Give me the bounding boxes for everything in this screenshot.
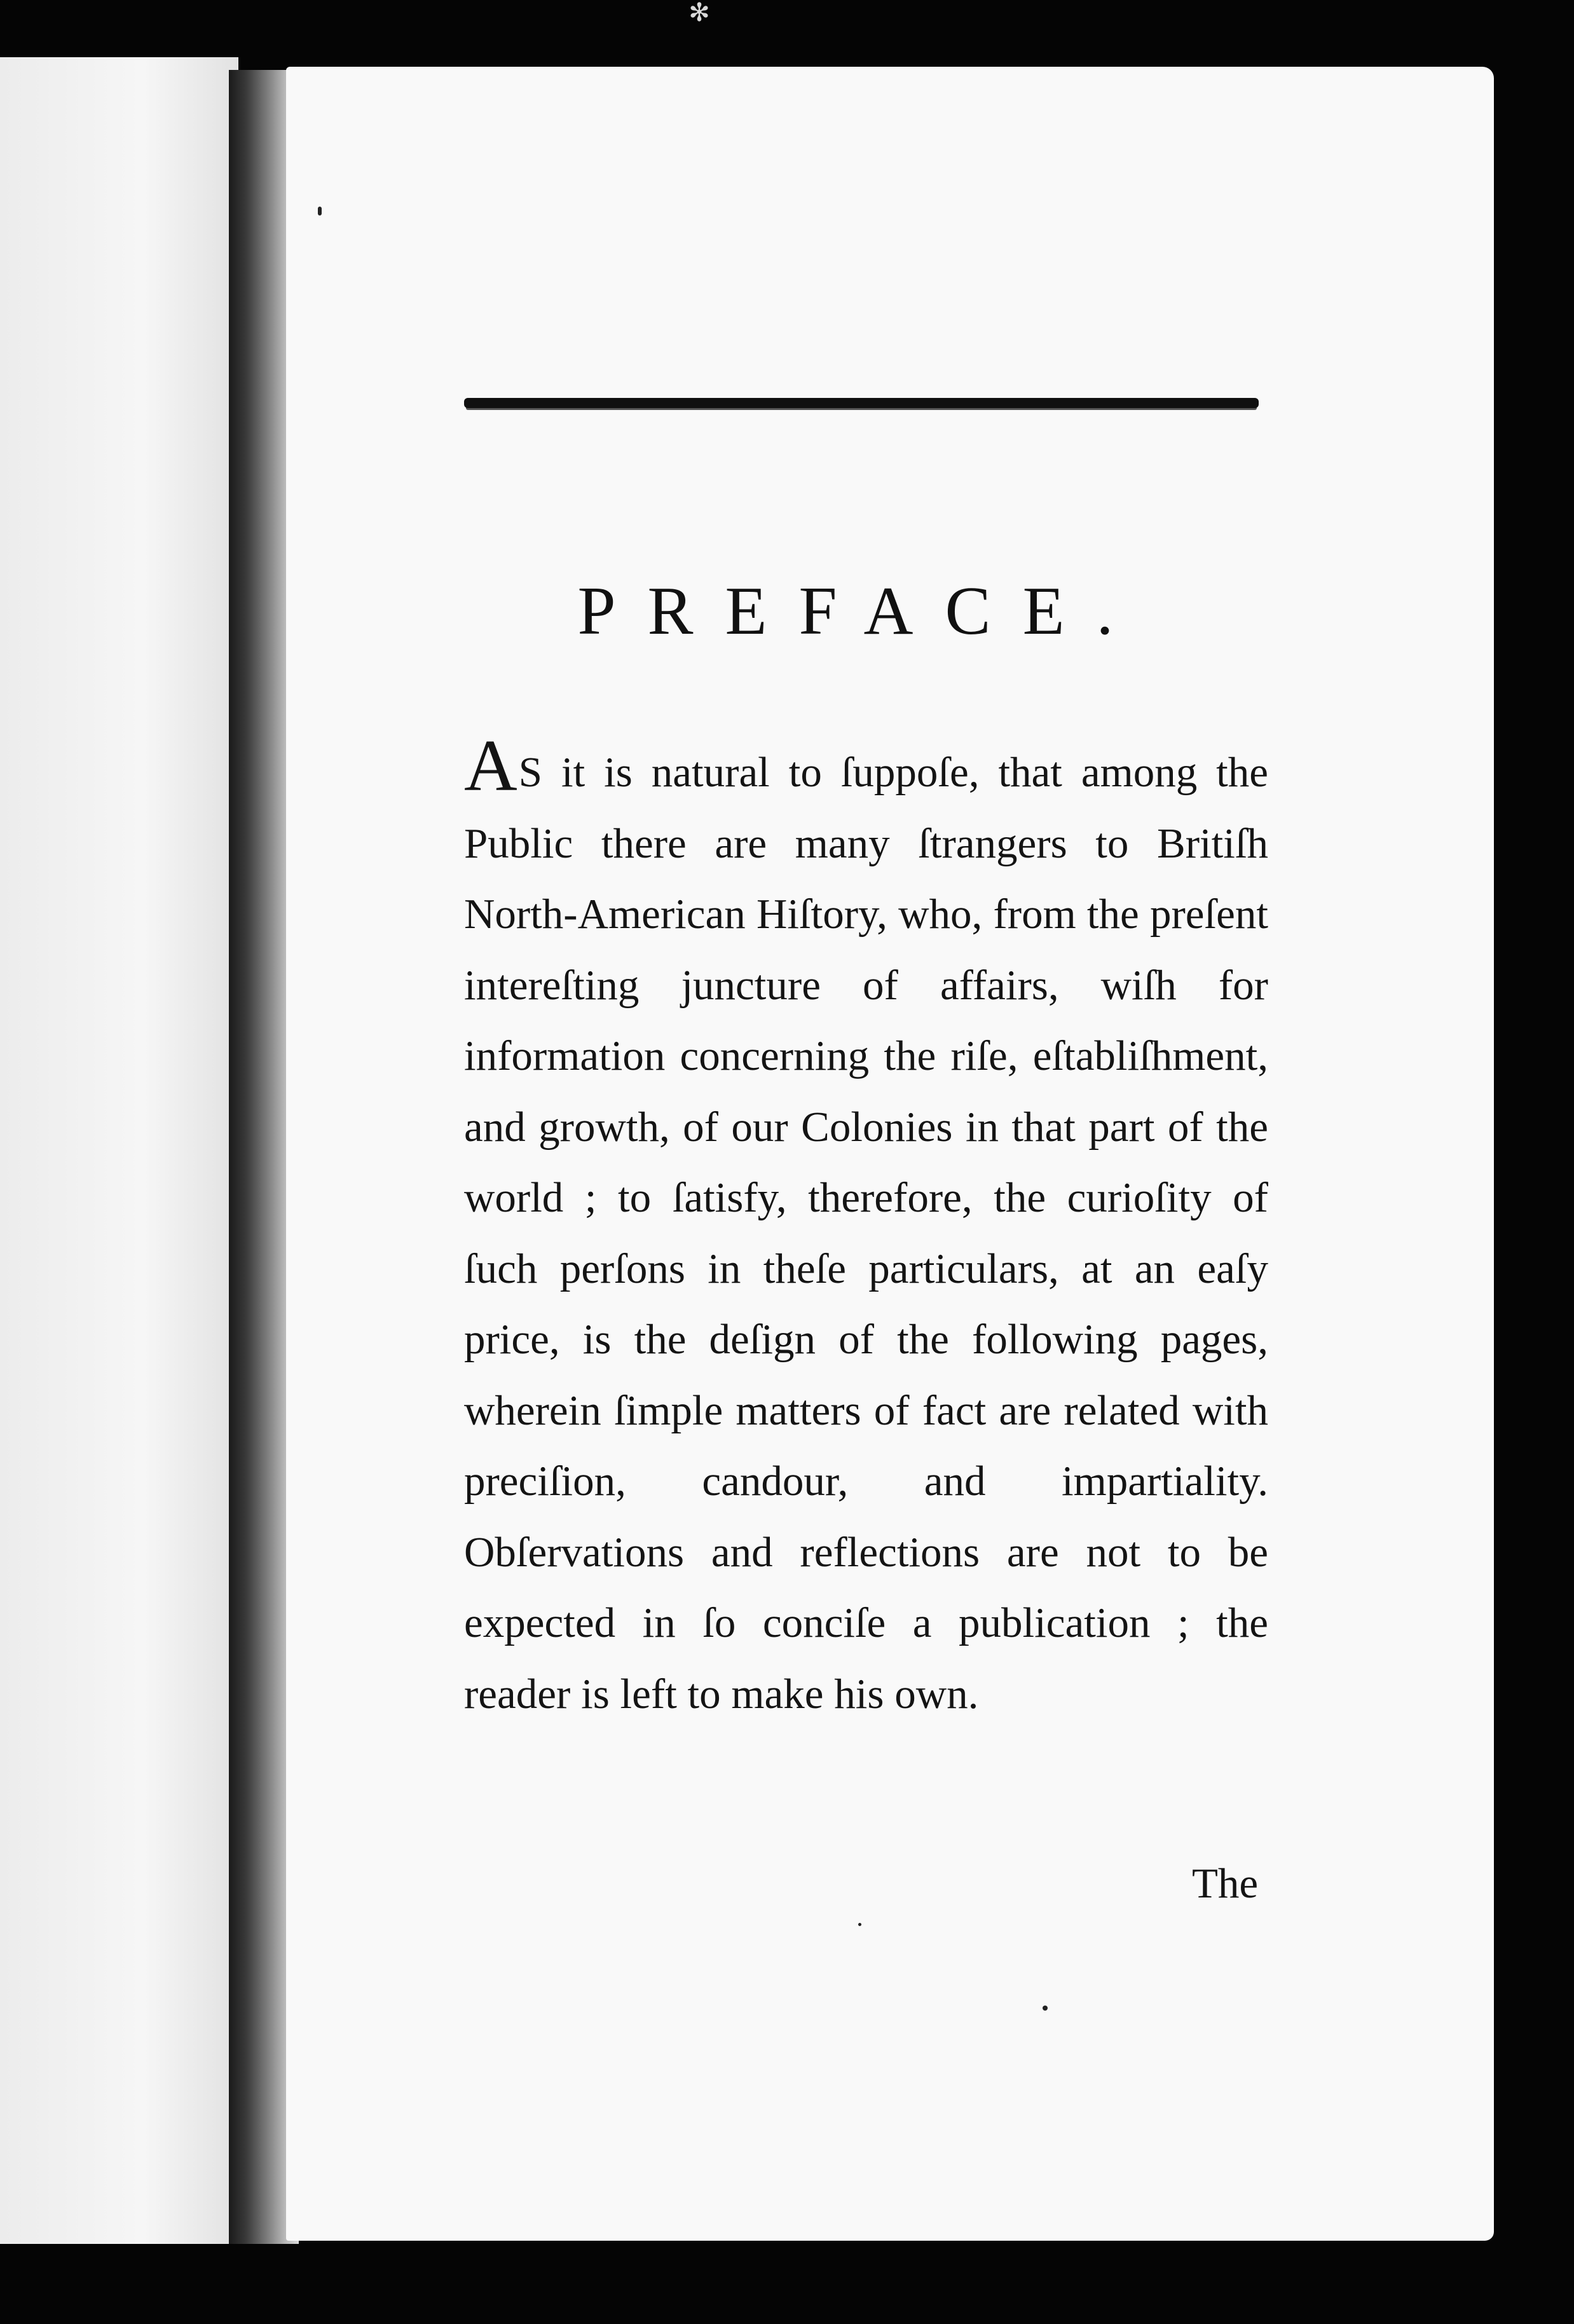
preface-text: S it is natural to ſuppoſe, that among the Public there are many ſtrangers to Britiſh North-American Hiſtory, who, from the preſent intereſting juncture of affairs, wiſh for information concerning the riſe, eſtabliſhment, and growth, of our Colonies in that part of the world ; to ſatisfy, therefore, the curioſity of ſuch perſons in theſe particulars, at an eaſy price, is the deſign of the following pages, wherein ſimple matters of fact are related with preciſion, candour, and impartiality. Obſervations and reflections are not to be expected in ſo conciſe a publication ; the reader is left to make his own. [464, 749, 1268, 1718]
ink-speck [1043, 2006, 1048, 2011]
top-ornament-icon: ✻ [688, 0, 710, 27]
page-heading: PREFACE. [577, 573, 1146, 649]
ink-speck [858, 1923, 861, 1926]
ink-speck [318, 207, 322, 215]
facing-page [0, 57, 238, 2244]
drop-cap: A [464, 725, 517, 807]
header-rule [464, 398, 1259, 408]
preface-body [464, 725, 1268, 1730]
catchword: The [1192, 1860, 1259, 1907]
